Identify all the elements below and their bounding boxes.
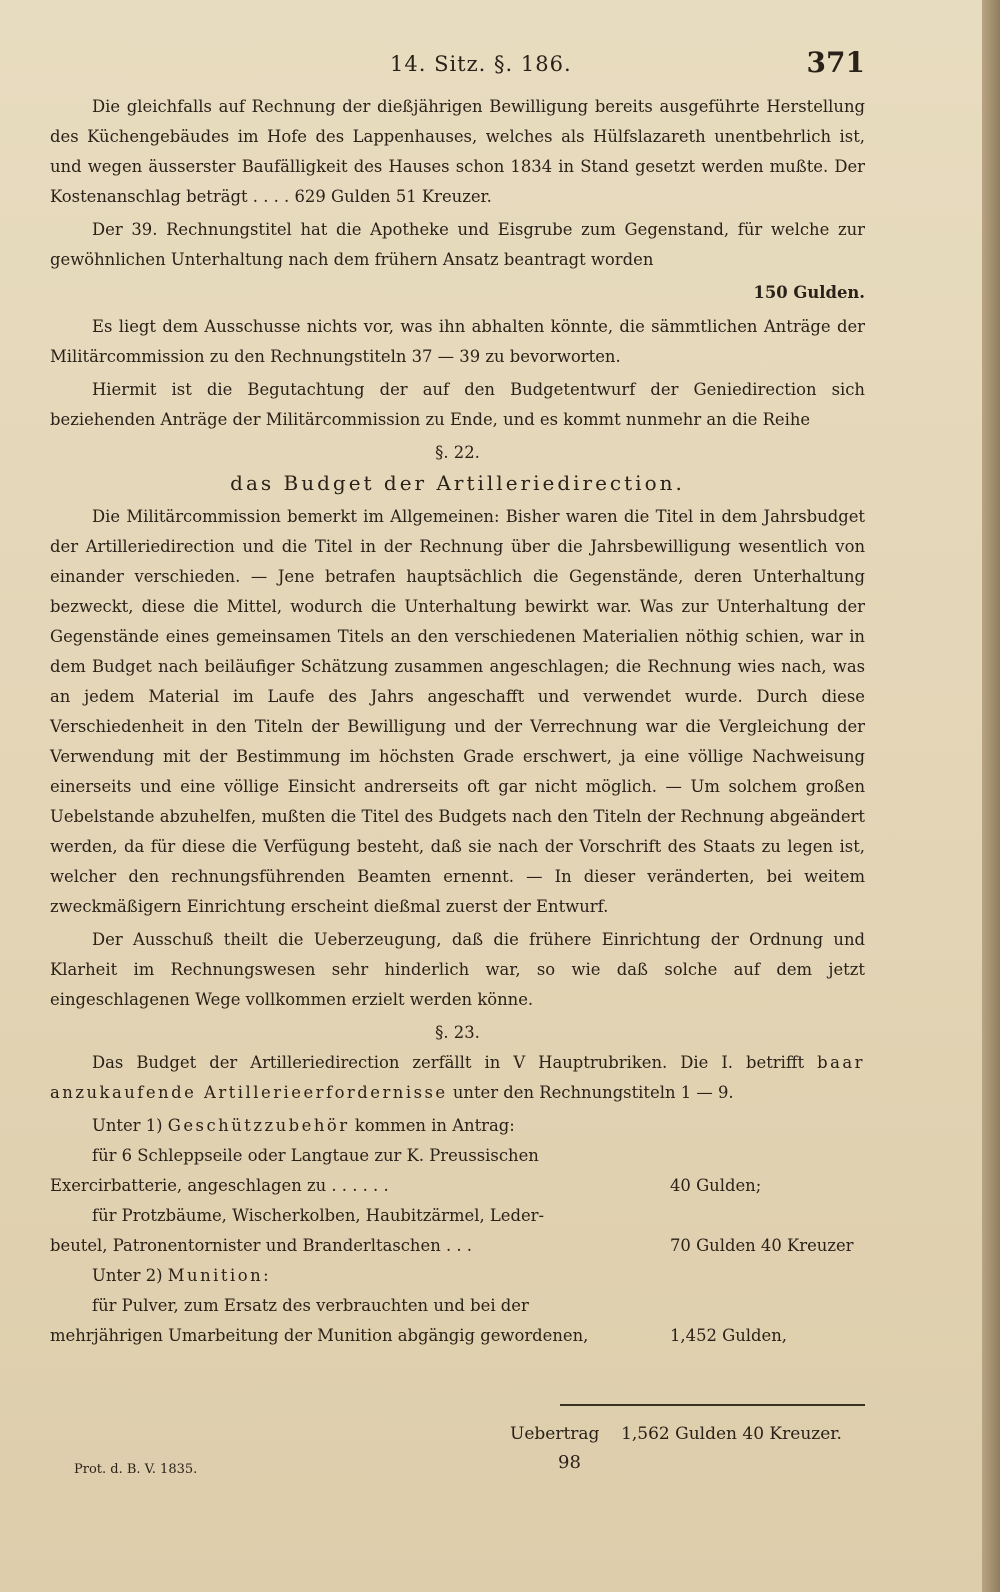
section-23-number: §. 23. (435, 1023, 480, 1042)
entry-pulver-line2 (50, 1321, 865, 1351)
paragraph-ausschuss-ueberzeugung: Der Ausschuß theilt die Ueberzeugung, daß die frühere Einrichtung der Ordnung und Klarheit im Rechnungswesen sehr hinderlich war, so wie daß solche auf dem jetzt eingeschlagenen Wege vollkommen erzielt werden könne. (50, 930, 865, 1009)
entry-text: mehrjährigen Umarbeitung der Munition abgängig gewordenen, (50, 1326, 589, 1345)
under-1-title: Geschützzubehör (167, 1116, 350, 1135)
carry-label: Uebertrag (510, 1424, 600, 1444)
page-number: 371 (806, 46, 865, 79)
entry-text: für 6 Schleppseile oder Langtaue zur K. Preussischen (92, 1146, 539, 1165)
apotheke-amount: 150 Gulden. (753, 283, 865, 302)
signature-mark: 98 (558, 1452, 581, 1473)
paragraph-militaercommission: Die Militärcommission bemerkt im Allgemeinen: Bisher waren die Titel in dem Jahrsbudget der Artilleriedirection und die Titel in der Rechnung über die Jahrsbewilligung wesentlich von einander verschieden. — Jene betrafen hauptsächlich die Gegenstände, deren Unterhaltung bezweckt, diese die Mittel, wodurch die Unterhaltung bewirkt war. Was zur Unterhaltung der Gegenstände eines gemeinsamen Titels an den verschiedenen Materialien nöthig schien, war in dem Budget nach beiläufiger Schätzung zusammen angeschlagen; die Rechnung wies nach, was an jedem Material im Laufe des Jahrs angeschafft und verwendet wurde. Durch diese Verschiedenheit in den Titeln der Bewilligung und der Verrechnung war die Vergleichung der Verwendung mit der Bestimmung im höchsten Grade erschwert, ja eine völlige Nachweisung einerseits und eine völlige Einsicht andrerseits oft gar nicht möglich. — Um solchem großen Uebelstande abzuhelfen, mußten die Titel des Budgets nach den Titeln der Rechnung abgeändert werden, da für diese die Verfügung besteht, daß sie nach der Vorschrift des Staats zu legen ist, welcher den rechnungsführenden Beamten ernennt. — In dieser veränderten, bei weitem zweckmäßigern Einrichtung erscheint dießmal zuerst der Entwurf. (50, 507, 865, 916)
entry-text: für Pulver, zum Ersatz des verbrauchten und bei der (92, 1296, 529, 1315)
section-22-number: §. 22. (435, 443, 480, 462)
under-1-label: Unter 1) (92, 1116, 163, 1135)
imprint: Prot. d. B. V. 1835. (74, 1462, 198, 1477)
hauptrubriken-end: unter den Rechnungstiteln 1 — 9. (452, 1083, 734, 1102)
under-2-title: Munition: (167, 1266, 272, 1285)
entry-pulver-line1 (50, 1291, 865, 1321)
entry-protzbaeume-line1 (50, 1201, 865, 1231)
entry-amount: 40 Gulden; (670, 1176, 762, 1195)
entry-amount: 1,452 Gulden, (670, 1326, 787, 1345)
running-head: 14. Sitz. §. 186. (390, 52, 572, 76)
under-2-heading (50, 1261, 865, 1291)
carry-amount: 1,562 Gulden 40 Kreuzer. (621, 1424, 842, 1444)
entry-amount: 70 Gulden 40 Kreuzer (670, 1236, 854, 1255)
entry-schleppseile-line2 (50, 1171, 865, 1201)
entry-schleppseile-line1 (50, 1141, 865, 1171)
paragraph-ausschuss-37-39: Es liegt dem Ausschusse nichts vor, was ihn abhalten könnte, die sämmtlichen Anträge der Militärcommission zu den Rechnungstiteln 37 — 39 zu bevorworten. (50, 317, 865, 366)
under-2-label: Unter 2) (92, 1266, 163, 1285)
under-1-rest: kommen in Antrag: (354, 1116, 515, 1135)
sum-rule (560, 1404, 865, 1406)
carry-over (510, 1424, 842, 1444)
entry-text: beutel, Patronentornister und Branderltaschen . . . (50, 1236, 473, 1255)
entry-text: für Protzbäume, Wischerkolben, Haubitzärmel, Leder- (92, 1206, 545, 1225)
paragraph-apotheke: Der 39. Rechnungstitel hat die Apotheke und Eisgrube zum Gegenstand, für welche zur gewöhnlichen Unterhaltung nach dem frühern Ansatz beantragt worden (50, 220, 865, 269)
page-body (50, 92, 865, 1351)
page-footer (60, 1452, 865, 1492)
paragraph-kuechengebaeude: Die gleichfalls auf Rechnung der dießjährigen Bewilligung bereits ausgeführte Herstellung des Küchengebäudes im Hofe des Lappenhauses, welches als Hülfslazareth unentbehrlich ist, und wegen äusserster Baufälligkeit des Hauses schon 1834 in Stand gesetzt werden mußte. Der Kostenanschlag beträgt . . . . 629 Gulden 51 Kreuzer. (50, 97, 865, 206)
entry-protzbaeume-line2 (50, 1231, 865, 1261)
section-22-title: das Budget der Artilleriedirection. (230, 471, 685, 495)
page-header (60, 46, 865, 86)
page-edge-shadow (982, 0, 1000, 1592)
hauptrubriken-start: Das Budget der Artilleriedirection zerfällt in V Hauptrubriken. Die I. betrifft (92, 1053, 805, 1072)
hauptrubriken-spaced: baar anzukaufende Artillerieerfordernisse (50, 1053, 865, 1102)
paragraph-geniedirection-ende: Hiermit ist die Begutachtung der auf den Budgetentwurf der Geniedirection sich beziehenden Anträge der Militärcommission zu Ende, und es kommt nunmehr an die Reihe (50, 380, 865, 429)
paragraph-hauptrubriken (50, 1048, 865, 1108)
under-1-heading (50, 1111, 865, 1141)
entry-text: Exercirbatterie, angeschlagen zu . . . . . . (50, 1176, 389, 1195)
